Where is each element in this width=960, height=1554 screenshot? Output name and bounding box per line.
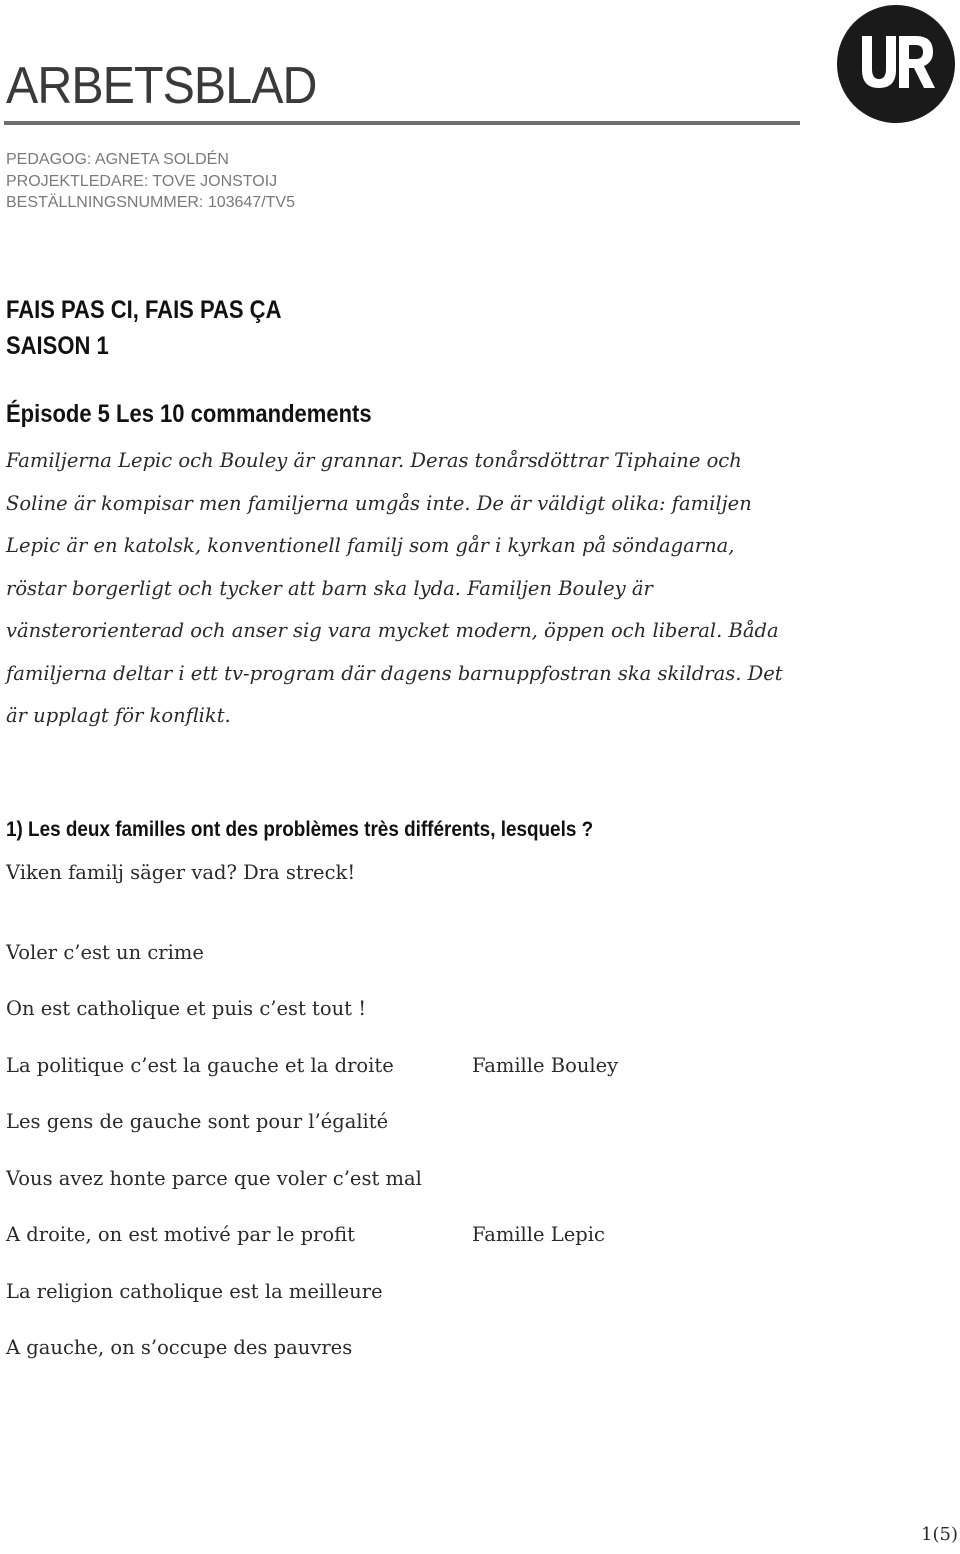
title-divider bbox=[4, 121, 800, 125]
intro-paragraph: Familjerna Lepic och Bouley är grannar. Deras tonårsdöttrar Tiphaine och Soline är kompisar men familjerna umgås inte. De är väldigt olika: familjen Lepic är en katolsk, konventionell familj som går i kyrkan på söndagarna, röstar borgerligt och tycker att barn ska lyda. Familjen Bouley är vänsterorienterad och anser sig vara mycket modern, öppen och liberal. Båda familjerna deltar i ett tv-program där dagens barnuppfostran ska skildras. Det är upplagt för konflikt. bbox=[6, 449, 783, 727]
statement-item: On est catholique et puis c’est tout ! bbox=[6, 997, 367, 1020]
instruction-text: Viken familj säger vad? Dra streck! bbox=[6, 861, 356, 884]
page-number: 1(5) bbox=[921, 1524, 958, 1545]
show-title: FAIS PAS CI, FAIS PAS ÇA bbox=[6, 296, 282, 324]
statement-item: A gauche, on s’occupe des pauvres bbox=[6, 1336, 353, 1359]
statement-item: A droite, on est motivé par le profit bbox=[6, 1223, 355, 1246]
season-label: SAISON 1 bbox=[6, 332, 109, 360]
document-title: ARBETSBLAD bbox=[6, 57, 317, 115]
projektledare-line: PROJEKTLEDARE: TOVE JONSTOIJ bbox=[6, 173, 278, 190]
ur-logo bbox=[836, 4, 956, 124]
statement-item: Vous avez honte parce que voler c’est mal bbox=[6, 1167, 422, 1190]
statement-item: La religion catholique est la meilleure bbox=[6, 1280, 383, 1303]
family-bouley-label: Famille Bouley bbox=[472, 1054, 619, 1077]
pedagog-line: PEDAGOG: AGNETA SOLDÉN bbox=[6, 151, 229, 168]
question-heading: 1) Les deux familles ont des problèmes très différents, lesquels ? bbox=[6, 818, 594, 841]
episode-heading: Épisode 5 Les 10 commandements bbox=[6, 400, 372, 428]
statement-item: La politique c’est la gauche et la droite bbox=[6, 1054, 394, 1077]
order-number-line: BESTÄLLNINGSNUMMER: 103647/TV5 bbox=[6, 194, 295, 211]
statement-item: Voler c’est un crime bbox=[6, 941, 204, 964]
statement-item: Les gens de gauche sont pour l’égalité bbox=[6, 1110, 389, 1133]
family-lepic-label: Famille Lepic bbox=[472, 1223, 605, 1246]
